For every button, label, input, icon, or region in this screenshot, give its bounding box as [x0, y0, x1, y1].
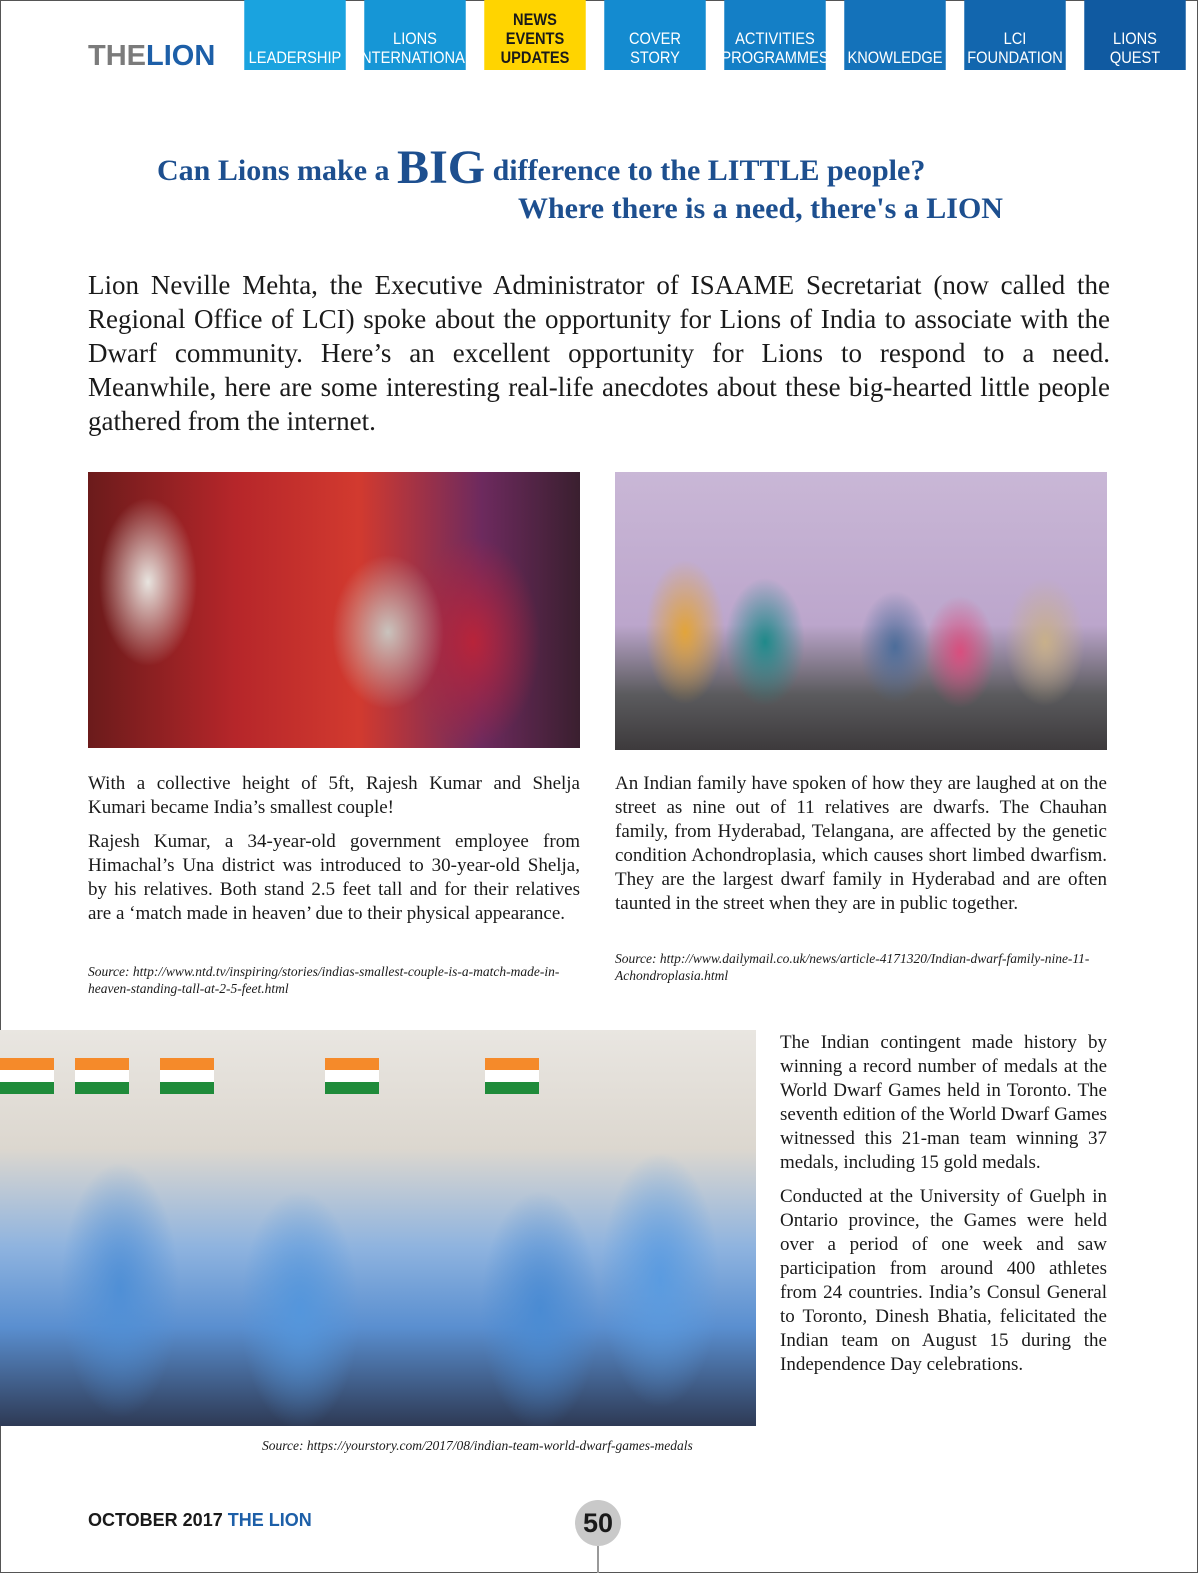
tab-label: ACTIVITIES PROGRAMMES [721, 29, 829, 67]
story-right-caption [615, 772, 1107, 926]
tab-knowledge[interactable] [844, 0, 945, 70]
headline-line-1 [157, 140, 925, 195]
story-team-paragraph-2: Conducted at the University of Guelph in Ontario province, the Games were held over a period of one week and saw participation from around 400 athletes from 24 countries. India’s Consul General to Toronto, Dinesh Bhatia, felicitated the Indian team on August 15 during the Independence Day celebrations. [780, 1186, 1107, 1375]
page-number: 50 [575, 1500, 621, 1546]
headline-pre: Can Lions make a [157, 154, 398, 187]
tab-lions-quest[interactable] [1084, 0, 1185, 70]
footer-magazine: THE LION [227, 1510, 312, 1530]
tab-lions-international[interactable] [357, 0, 473, 70]
indian-team-photo [0, 1030, 756, 1426]
tab-label: LCI FOUNDATION [967, 29, 1063, 67]
tab-label: KNOWLEDGE [847, 48, 943, 67]
story-team-source: Source: https://yourstory.com/2017/08/indian-team-world-dwarf-games-medals [262, 1438, 693, 1453]
tab-leadership[interactable] [244, 0, 345, 70]
story-team-paragraph-1: The Indian contingent made history by winning a record number of medals at the World Dwarf Games held in Toronto. The seventh edition of the World Dwarf Games witnessed this 21-man team winning 37 medals, including 15 gold medals. [780, 1032, 1107, 1173]
story-left-caption [88, 772, 580, 936]
wedding-couple-photo [88, 472, 580, 748]
india-flag-icon [75, 1058, 129, 1094]
india-flag-icon [485, 1058, 539, 1094]
india-flag-icon [0, 1058, 54, 1094]
tab-activities-programmes[interactable] [721, 0, 829, 70]
section-nav [236, 0, 1200, 70]
masthead-logo[interactable] [88, 40, 215, 73]
footer-issue: OCTOBER 2017 [88, 1510, 228, 1530]
story-left-source: Source: http://www.ntd.tv/inspiring/stories/indias-smallest-couple-is-a-match-made-in-heaven-standing-tall-at-2-5-feet.html [88, 964, 560, 996]
tab-news-events-updates[interactable] [484, 0, 585, 70]
tab-cover-story[interactable] [604, 0, 705, 70]
page-footer [88, 1510, 312, 1531]
story-left-paragraph-2: Rajesh Kumar, a 34-year-old government employee from Himachal’s Una district was introduced to 30-year-old Shelja, by his relatives. Both stand 2.5 feet tall and for their relatives are a ‘match made in heaven’ due to their physical appearance. [88, 831, 580, 924]
tab-label: COVER STORY [628, 29, 682, 67]
chauhan-family-photo [615, 472, 1107, 750]
tab-label: LEADERSHIP [248, 48, 342, 67]
tab-label: LIONS INTERNATIONAL [357, 29, 473, 67]
headline-big: BIG [397, 141, 486, 194]
story-team-text [780, 1031, 1107, 1387]
story-right-paragraph-1: An Indian family have spoken of how they are laughed at on the street as nine out of 11 relatives are dwarfs. The Chauhan family, from Hyderabad, Telangana, are affected by the genetic condition Achondroplasia, which causes short limbed dwarfism. They are the largest dwarf family in Hyderabad and are often taunted in the street when they are in public together. [615, 773, 1107, 914]
tab-label: LIONS QUEST [1109, 29, 1161, 67]
page-divider-line [597, 1546, 599, 1573]
headline-line-2: Where there is a need, there's a LION [518, 192, 1003, 225]
tab-lci-foundation[interactable] [964, 0, 1065, 70]
intro-paragraph: Lion Neville Mehta, the Executive Administrator of ISAAME Secretariat (now called the Regional Office of LCI) spoke about the opportunity for Lions of India to associate with the Dwarf community. Here’s an excellent opportunity for Lions to respond to a need. Meanwhile, here are some interesting real-life anecdotes about these big-hearted little people gathered from the internet. [88, 270, 1110, 436]
story-left-paragraph-1: With a collective height of 5ft, Rajesh Kumar and Shelja Kumari became India’s smallest couple! [88, 773, 580, 818]
india-flag-icon [160, 1058, 214, 1094]
masthead-the: THE [88, 40, 146, 72]
headline-post: difference to the LITTLE people? [485, 154, 926, 187]
story-right-source: Source: http://www.dailymail.co.uk/news/article-4171320/Indian-dwarf-family-nine-11-Achondroplasia.html [615, 951, 1090, 983]
masthead-lion: LION [146, 40, 216, 72]
india-flag-icon [325, 1058, 379, 1094]
tab-label: NEWS EVENTS UPDATES [500, 10, 570, 67]
